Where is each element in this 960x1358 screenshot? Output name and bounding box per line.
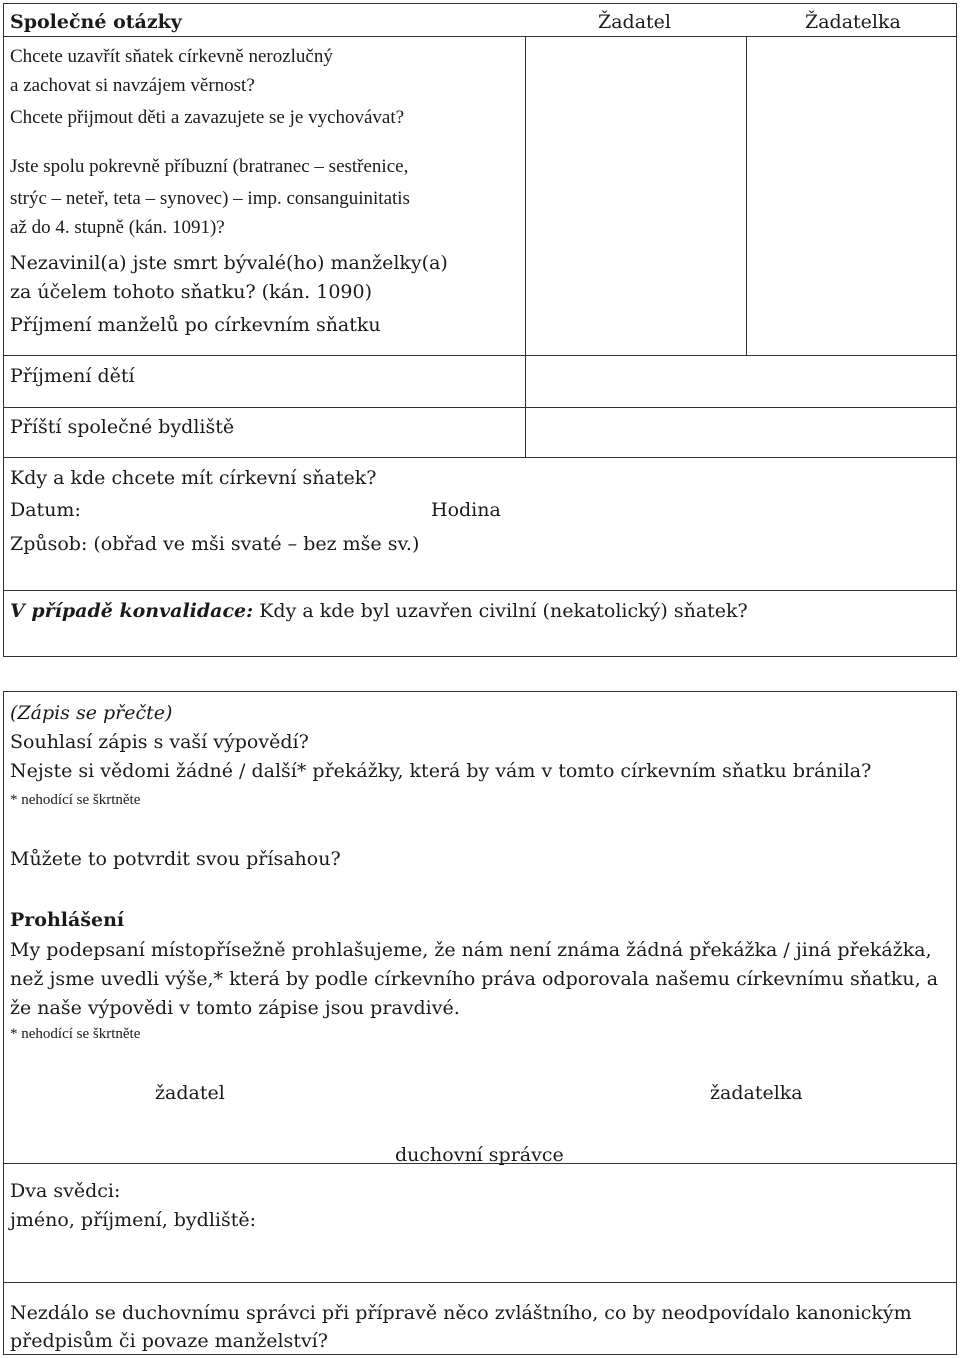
question-kinship-1: Jste spolu pokrevně příbuzní (bratranec – sestřenice, (10, 156, 409, 177)
row-divider (3, 1282, 957, 1283)
question-oath: Můžete to potvrdit svou přísahou? (10, 848, 341, 870)
row-divider (3, 355, 957, 356)
question-impediment: Nejste si vědomi žádné / další* překážky, která by vám v tomto církevním sňatku bránila? (10, 760, 872, 782)
date-label: Datum: (10, 499, 81, 521)
hour-label: Hodina (431, 499, 501, 521)
convalidation-prefix: V případě konvalidace: (10, 600, 254, 622)
final-question-line: Nezdálo se duchovnímu správci při přípravě něco zvláštního, co by neodpovídalo kanonickým (10, 1302, 912, 1324)
signature-applicant-f: žadatelka (710, 1082, 803, 1104)
witnesses-label: Dva svědci: (10, 1180, 121, 1202)
question-kinship-3: až do 4. stupně (kán. 1091)? (10, 217, 225, 238)
convalidation-text: Kdy a kde byl uzavřen civilní (nekatolický) sňatek? (253, 600, 748, 622)
column-header-applicant-f: Žadatelka (805, 11, 901, 33)
convalidation-question (10, 597, 748, 626)
question-crime-2: za účelem tohoto sňatku? (kán. 1090) (10, 281, 373, 303)
final-question-line: předpisům či povaze manželství? (10, 1330, 328, 1352)
read-note: (Zápis se přečte) (10, 702, 173, 724)
declaration-line: My podepsaní místopřísežně prohlašujeme, že nám není známa žádná překážka / jiná překážka, (10, 939, 932, 961)
row-divider (3, 590, 957, 591)
manner-label: Způsob: (obřad ve mši svaté – bez mše sv.) (10, 533, 420, 555)
question-children: Chcete přijmout děti a zavazujete se je vychovávat? (10, 107, 405, 128)
witnesses-fields: jméno, příjmení, bydliště: (10, 1209, 257, 1231)
declaration-title: Prohlášení (10, 909, 125, 931)
question-residence: Příští společné bydliště (10, 416, 235, 438)
record-box (3, 691, 957, 1355)
declaration-line: že naše výpovědi v tomto zápise jsou pravdivé. (10, 997, 460, 1019)
section-title: Společné otázky (10, 11, 182, 33)
question-surname-children: Příjmení dětí (10, 365, 135, 387)
question-agree: Souhlasí zápis s vaší výpovědí? (10, 731, 309, 753)
declaration-line: než jsme uvedli výše,* která by podle církevního práva odporovala našemu církevnímu sňatku, a (10, 968, 939, 990)
question-wedding-when: Kdy a kde chcete mít církevní sňatek? (10, 467, 377, 489)
row-divider (3, 457, 957, 458)
signature-applicant: žadatel (155, 1082, 225, 1104)
strike-note: * nehodící se škrtněte (10, 1026, 141, 1042)
strike-note: * nehodící se škrtněte (10, 792, 141, 808)
question-crime-1: Nezavinil(a) jste smrt bývalé(ho) manželky(a) (10, 252, 448, 274)
question-surname-spouses: Příjmení manželů po církevním sňatku (10, 314, 381, 336)
column-divider (746, 36, 747, 355)
question-kinship-2: strýc – neteř, teta – synovec) – imp. consanguinitatis (10, 188, 410, 209)
row-divider (3, 407, 957, 408)
column-divider (525, 36, 526, 457)
question-indissoluble-2: a zachovat si navzájem věrnost? (10, 75, 255, 96)
signature-priest: duchovní správce (395, 1144, 564, 1166)
column-header-applicant: Žadatel (598, 11, 671, 33)
question-indissoluble-1: Chcete uzavřít sňatek církevně nerozlučný (10, 46, 333, 67)
